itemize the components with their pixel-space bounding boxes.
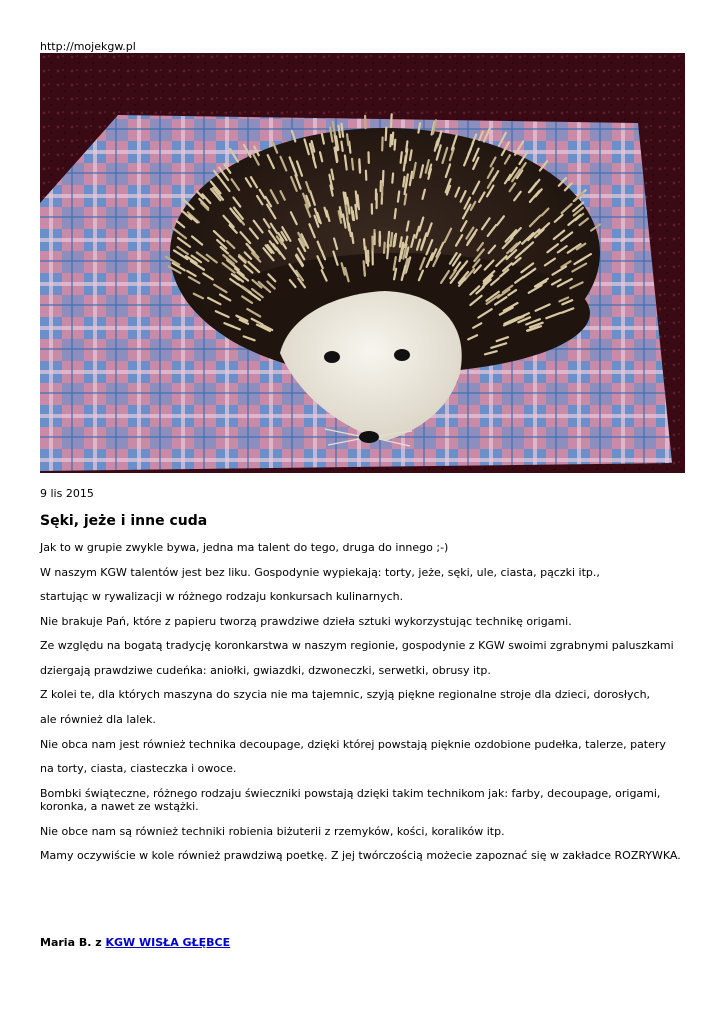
spike (352, 159, 353, 170)
spike (353, 211, 354, 220)
spike (384, 243, 385, 253)
spike (355, 205, 357, 219)
spike (392, 174, 393, 183)
spike (352, 233, 354, 243)
article-paragraph: ale również dla lalek. (40, 713, 156, 726)
article-paragraph: W naszym KGW talentów jest bez liku. Gospodynie wypiekają: torty, jeże, sęki, ule, ciasta, pączki itp., (40, 566, 600, 579)
spike (388, 232, 390, 247)
kgw-wisla-glebce-link[interactable]: KGW WISŁA GŁĘBCE (105, 936, 231, 949)
spike (390, 135, 391, 147)
hedgehog-left-eye (324, 351, 340, 363)
spike (368, 251, 369, 262)
article-paragraph: Z kolei te, dla których maszyna do szycia nie ma tajemnic, szyją piękne regionalne stroje dla dzieci, dorosłych, (40, 688, 651, 701)
spike (347, 134, 348, 145)
article-paragraph: Bombki świąteczne, różnego rodzaju świeczniki powstają dzięki takim technikom jak: farby, decoupage, origami, koronka, a nawet ze wstążki. (40, 787, 661, 813)
spike (364, 261, 365, 275)
article-paragraph: Nie obce nam są również techniki robienia biżuterii z rzemyków, kości, koralików itp. (40, 825, 505, 838)
signature (40, 936, 230, 950)
spike (392, 133, 393, 145)
article-paragraph: Jak to w grupie zwykle bywa, jedna ma talent do tego, druga do innego ;-) (40, 541, 449, 554)
spike (366, 247, 367, 263)
article-title: Sęki, jeże i inne cuda (40, 513, 208, 529)
spike (365, 116, 366, 128)
spike (359, 162, 360, 173)
spike (341, 142, 342, 151)
spike (349, 142, 350, 153)
article-date: 9 lis 2015 (40, 487, 94, 500)
spike (391, 233, 392, 246)
article-paragraph: na torty, ciasta, ciasteczka i owoce. (40, 762, 237, 775)
article-paragraph: dziergają prawdziwe cudeńka: aniołki, gwiazdki, dzwoneczki, serwetki, obrusy itp. (40, 664, 491, 677)
spike (386, 128, 387, 141)
article-paragraph: Mamy oczywiście w kole również prawdziwą poetkę. Z jej twórczością możecie zapoznać się w zakładce ROZRYWKA. (40, 849, 681, 862)
signature-author: Maria B. z (40, 936, 102, 949)
spike (358, 195, 359, 209)
hedgehog-right-eye (394, 349, 410, 361)
spike (403, 177, 404, 187)
article-paragraph: Nie brakuje Pań, które z papieru tworzą prawdziwe dzieła sztuki wykorzystując technikę origami. (40, 615, 572, 628)
article-paragraph: Nie obca nam jest również technika decoupage, dzięki której powstają pięknie ozdobione pudełka, talerze, patery (40, 738, 666, 751)
spike (395, 209, 396, 218)
spike (401, 152, 402, 163)
hedgehog-nose (359, 431, 379, 443)
source-url: http://mojekgw.pl (40, 40, 136, 53)
spike (395, 140, 396, 150)
spike (382, 183, 383, 197)
spike (391, 114, 392, 127)
article-paragraph: startując w rywalizacji w różnego rodzaju konkursach kulinarnych. (40, 590, 404, 603)
hedgehog-cake-photo (40, 53, 685, 473)
spike (398, 192, 399, 202)
article-paragraph: Ze względu na bogatą tradycję koronkarstwa w naszym regionie, gospodynie z KGW swoimi zgrabnymi paluszkami (40, 639, 674, 652)
